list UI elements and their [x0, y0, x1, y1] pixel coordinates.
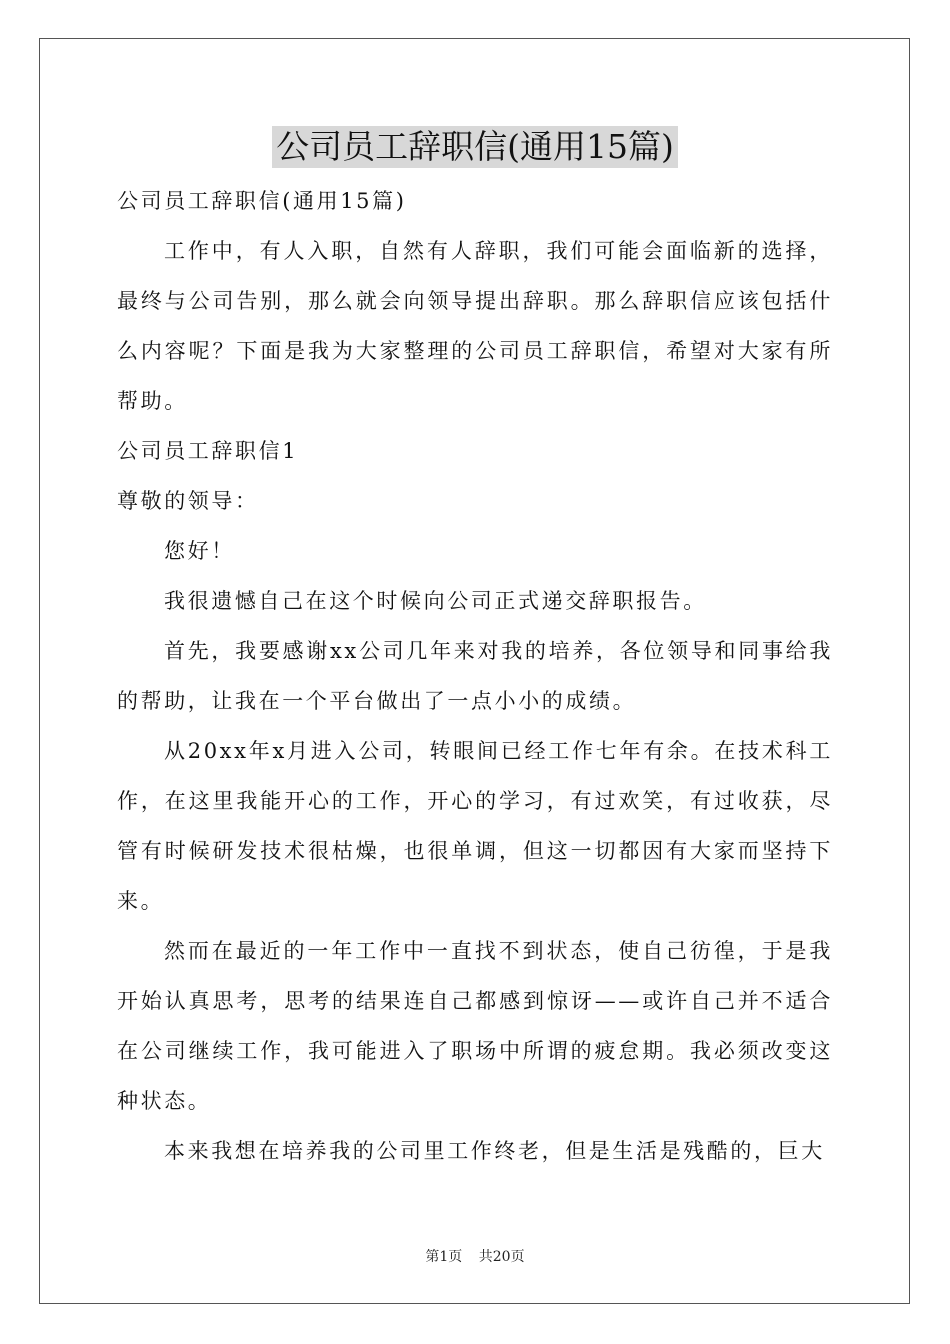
paragraph: 公司员工辞职信1 — [117, 439, 299, 463]
title-wrap — [0, 126, 950, 168]
paragraph: 我很遗憾自己在这个时候向公司正式递交辞职报告。 — [164, 589, 707, 613]
paragraph: 公司员工辞职信(通用15篇) — [117, 189, 407, 213]
paragraph: 然而在最近的一年工作中一直找不到状态，使自己彷徨，于是我开始认真思考，思考的结果连自己都感到惊讶——或许自己并不适合在公司继续工作，我可能进入了职场中所谓的疲怠期。我必须改变这种状态。 — [117, 939, 833, 1113]
paragraph: 尊敬的领导： — [117, 489, 259, 513]
page-total: 共20页 — [478, 1249, 525, 1265]
paragraph: 您好！ — [164, 539, 235, 563]
paragraph: 本来我想在培养我的公司里工作终老，但是生活是残酷的，巨大 — [164, 1139, 825, 1163]
paragraph: 从20xx年x月进入公司，转眼间已经工作七年有余。在技术科工作，在这里我能开心的工作，开心的学习，有过欢笑，有过收获，尽管有时候研发技术很枯燥，也很单调，但这一切都因有大家而坚持下来。 — [117, 739, 833, 913]
paragraph: 首先，我要感谢xx公司几年来对我的培养，各位领导和同事给我的帮助，让我在一个平台做出了一点小小的成绩。 — [117, 639, 833, 713]
document-body — [117, 176, 833, 1176]
document-title: 公司员工辞职信(通用15篇) — [272, 126, 678, 168]
page-footer — [0, 1246, 950, 1266]
page-number: 第1页 — [425, 1249, 463, 1265]
paragraph: 工作中，有人入职，自然有人辞职，我们可能会面临新的选择，最终与公司告别，那么就会向领导提出辞职。那么辞职信应该包括什么内容呢？下面是我为大家整理的公司员工辞职信，希望对大家有所帮助。 — [117, 239, 833, 413]
